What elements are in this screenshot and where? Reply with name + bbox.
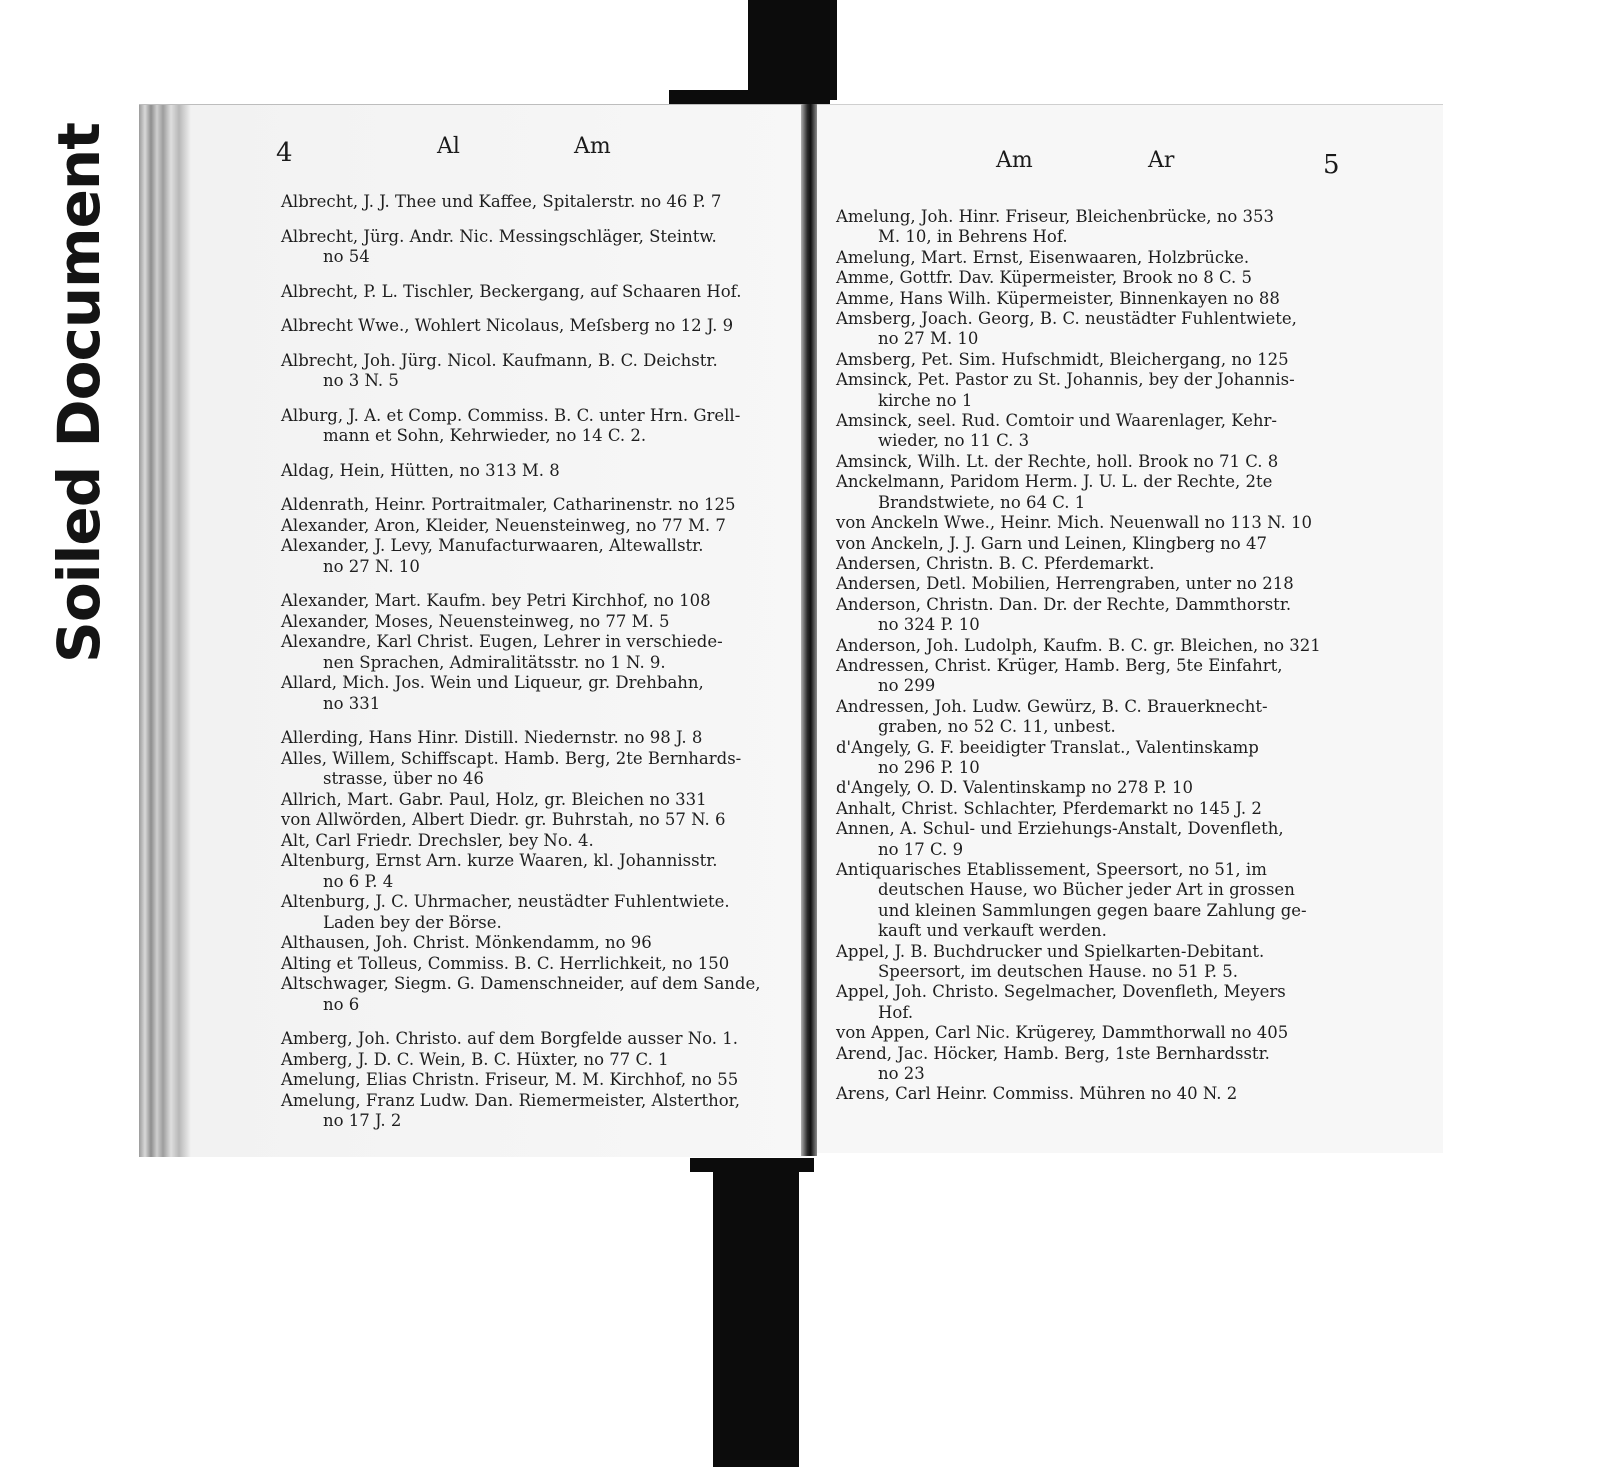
entry-continuation: no 331 <box>323 693 381 713</box>
entry-line: Arens, Carl Heinr. Commiss. Mühren no 40 N. 2 <box>836 1084 1238 1104</box>
directory-entry <box>836 411 1356 452</box>
entry-line: Amsberg, Joach. Georg, B. C. neustädter Fuhlentwiete, <box>836 309 1297 329</box>
entry-line: Amelung, Franz Ludw. Dan. Riemermeister, Alsterthor, <box>281 1090 740 1110</box>
directory-entry <box>281 851 791 892</box>
entry-continuation: M. 10, in Behrens Hof. <box>878 227 1068 247</box>
entry-line: Amsberg, Pet. Sim. Hufschmidt, Bleichergang, no 125 <box>836 349 1289 369</box>
directory-entry <box>281 749 791 790</box>
entry-gap <box>281 1015 791 1029</box>
entry-line: Alburg, J. A. et Comp. Commiss. B. C. unter Hrn. Grell- <box>281 405 741 425</box>
entry-line: Amsinck, Wilh. Lt. der Rechte, holl. Brook no 71 C. 8 <box>836 451 1279 471</box>
entry-line: Alexander, Moses, Neuensteinweg, no 77 M. 5 <box>281 611 670 631</box>
directory-entry <box>281 728 791 749</box>
entry-line: Amelung, Mart. Ernst, Eisenwaaren, Holzbrücke. <box>836 247 1250 267</box>
entry-continuation: graben, no 52 C. 11, unbest. <box>878 717 1116 737</box>
entry-line: von Anckeln, J. J. Garn und Leinen, Klingberg no 47 <box>836 533 1267 553</box>
left-page-number: 4 <box>276 138 293 168</box>
entry-line: Althausen, Joh. Christ. Mönkendamm, no 96 <box>281 933 652 952</box>
soiled-document-stamp <box>38 122 120 663</box>
entry-continuation: kauft und verkauft werden. <box>878 921 1107 941</box>
directory-entry <box>836 574 1356 594</box>
directory-entry <box>836 1084 1356 1104</box>
entry-line: Amelung, Elias Christn. Friseur, M. M. Kirchhof, no 55 <box>281 1070 739 1089</box>
directory-entry <box>281 536 791 577</box>
entry-line: von Allwörden, Albert Diedr. gr. Buhrstah, no 57 N. 6 <box>281 810 726 829</box>
directory-entry <box>836 309 1356 350</box>
entry-line: Amberg, J. D. C. Wein, B. C. Hüxter, no 77 C. 1 <box>281 1049 669 1069</box>
entry-line: Andersen, Christn. B. C. Pferdemarkt. <box>836 553 1155 573</box>
directory-entry <box>281 282 791 303</box>
entry-line: Andersen, Detl. Mobilien, Herrengraben, unter no 218 <box>836 574 1294 594</box>
directory-entry <box>281 591 791 612</box>
book-gutter <box>801 104 817 1156</box>
binder-clip-top <box>748 0 837 100</box>
entry-line: Allrich, Mart. Gabr. Paul, Holz, gr. Bleichen no 331 <box>281 789 707 809</box>
entry-continuation: Brandstwiete, no 64 C. 1 <box>878 492 1086 512</box>
entry-continuation: no 299 <box>878 676 936 696</box>
directory-entry <box>281 831 791 852</box>
entry-continuation: Laden bey der Börse. <box>323 912 502 932</box>
directory-entry <box>836 513 1356 533</box>
stamp-label: Soiled Document <box>45 122 114 663</box>
left-heading-start: Al <box>437 134 460 159</box>
right-entry-list <box>836 207 1356 1105</box>
directory-entry <box>836 697 1356 738</box>
directory-entry <box>836 738 1356 779</box>
directory-entry <box>281 810 791 831</box>
right-heading-start: Am <box>996 148 1033 173</box>
entry-continuation: mann et Sohn, Kehrwieder, no 14 C. 2. <box>323 426 647 445</box>
entry-gap <box>281 392 791 406</box>
entry-continuation: wieder, no 11 C. 3 <box>878 431 1030 451</box>
directory-entry <box>281 933 791 954</box>
directory-entry <box>836 636 1356 656</box>
entry-line: von Appen, Carl Nic. Krügerey, Dammthorwall no 405 <box>836 1023 1289 1043</box>
entry-line: Appel, Joh. Christo. Segelmacher, Dovenfleth, Meyers <box>836 982 1286 1002</box>
entry-line: Aldag, Hein, Hütten, no 313 M. 8 <box>281 460 560 480</box>
right-page-number: 5 <box>1323 150 1340 180</box>
directory-entry <box>836 799 1356 819</box>
directory-entry <box>836 268 1356 288</box>
directory-entry <box>836 656 1356 697</box>
binder-clip-bottom <box>713 1160 799 1467</box>
entry-line: Antiquarisches Etablissement, Speersort, no 51, im <box>836 860 1267 879</box>
directory-entry <box>836 819 1356 860</box>
entry-continuation: strasse, über no 46 <box>323 769 484 788</box>
entry-continuation: no 17 J. 2 <box>323 1111 402 1130</box>
entry-line: Allard, Mich. Jos. Wein und Liqueur, gr. Drehbahn, <box>281 673 704 692</box>
entry-line: Alles, Willem, Schiffscapt. Hamb. Berg, 2te Bernhards- <box>281 748 742 768</box>
directory-entry <box>281 516 791 537</box>
entry-line: Alexander, Aron, Kleider, Neuensteinweg, no 77 M. 7 <box>281 515 726 535</box>
entry-continuation: no 23 <box>878 1064 925 1084</box>
entry-continuation: no 296 P. 10 <box>878 757 980 777</box>
directory-entry <box>836 207 1356 248</box>
entry-line: Andressen, Christ. Krüger, Hamb. Berg, 5te Einfahrt, <box>836 655 1283 675</box>
entry-continuation: no 27 M. 10 <box>878 329 979 349</box>
entry-line: Anderson, Joh. Ludolph, Kaufm. B. C. gr. Bleichen, no 321 <box>836 635 1321 655</box>
directory-entry <box>281 227 791 268</box>
directory-entry <box>281 974 791 1015</box>
directory-entry <box>281 632 791 673</box>
entry-continuation: no 27 N. 10 <box>323 556 420 576</box>
directory-entry <box>281 673 791 714</box>
entry-line: Albrecht, Joh. Jürg. Nicol. Kaufmann, B. C. Deichstr. <box>281 350 718 370</box>
directory-entry <box>281 1091 791 1132</box>
entry-line: d'Angely, G. F. beeidigter Translat., Valentinskamp <box>836 737 1259 757</box>
entry-line: Amsinck, seel. Rud. Comtoir und Waarenlager, Kehr- <box>836 411 1277 431</box>
entry-line: Albrecht, Jürg. Andr. Nic. Messingschläger, Steintw. <box>281 226 717 246</box>
directory-entry <box>281 1050 791 1071</box>
entry-line: Albrecht, J. J. Thee und Kaffee, Spitalerstr. no 46 P. 7 <box>281 192 722 211</box>
directory-entry <box>836 248 1356 268</box>
directory-entry <box>836 1044 1356 1085</box>
entry-line: Appel, J. B. Buchdrucker und Spielkarten-Debitant. <box>836 941 1265 961</box>
entry-line: Arend, Jac. Höcker, Hamb. Berg, 1ste Bernhardsstr. <box>836 1043 1270 1063</box>
entry-line: Andressen, Joh. Ludw. Gewürz, B. C. Brauerknecht- <box>836 696 1268 716</box>
directory-entry <box>281 954 791 975</box>
entry-line: Albrecht, P. L. Tischler, Beckergang, auf Schaaren Hof. <box>281 281 742 301</box>
entry-line: Albrecht Wwe., Wohlert Nicolaus, Meſsberg no 12 J. 9 <box>281 316 734 335</box>
entry-line: Altschwager, Siegm. G. Damenschneider, auf dem Sande, <box>281 974 761 993</box>
entry-continuation: Speersort, im deutschen Hause. no 51 P. 5. <box>878 962 1239 982</box>
entry-continuation: no 324 P. 10 <box>878 615 980 635</box>
entry-continuation: no 54 <box>323 247 370 266</box>
entry-continuation: deutschen Hause, wo Bücher jeder Art in grossen <box>878 880 1295 900</box>
directory-entry <box>281 461 791 482</box>
entry-line: Altenburg, J. C. Uhrmacher, neustädter Fuhlentwiete. <box>281 892 730 911</box>
entry-line: Aldenrath, Heinr. Portraitmaler, Catharinenstr. no 125 <box>281 495 736 514</box>
entry-line: Amberg, Joh. Christo. auf dem Borgfelde ausser No. 1. <box>281 1029 739 1048</box>
directory-entry <box>281 790 791 811</box>
entry-line: d'Angely, O. D. Valentinskamp no 278 P. 10 <box>836 778 1194 798</box>
directory-entry <box>281 192 791 213</box>
entry-line: Alting et Tolleus, Commiss. B. C. Herrlichkeit, no 150 <box>281 953 730 973</box>
directory-entry <box>836 370 1356 411</box>
entry-line: Alexander, J. Levy, Manufacturwaaren, Altewallstr. <box>281 536 704 555</box>
directory-entry <box>281 495 791 516</box>
left-entry-list <box>281 192 791 1132</box>
directory-entry <box>281 612 791 633</box>
entry-gap <box>281 213 791 227</box>
entry-line: Amelung, Joh. Hinr. Friseur, Bleichenbrücke, no 353 <box>836 207 1275 226</box>
entry-continuation: nen Sprachen, Admiralitätsstr. no 1 N. 9. <box>323 652 666 672</box>
directory-entry <box>281 316 791 337</box>
entry-continuation: no 6 <box>323 994 360 1014</box>
entry-line: Amsinck, Pet. Pastor zu St. Johannis, bey der Johannis- <box>836 370 1295 390</box>
entry-continuation: no 17 C. 9 <box>878 839 964 859</box>
directory-entry <box>281 1070 791 1091</box>
directory-entry <box>836 534 1356 554</box>
directory-entry <box>836 289 1356 309</box>
entry-line: Alexandre, Karl Christ. Eugen, Lehrer in verschiede- <box>281 632 723 651</box>
directory-entry <box>836 1023 1356 1043</box>
entry-continuation: no 3 N. 5 <box>323 371 399 390</box>
directory-entry <box>836 554 1356 574</box>
entry-continuation: und kleinen Sammlungen gegen baare Zahlung ge- <box>878 900 1307 920</box>
directory-entry <box>281 1029 791 1050</box>
entry-line: Annen, A. Schul- und Erziehungs-Anstalt, Dovenfleth, <box>836 819 1284 839</box>
entry-continuation: Hof. <box>878 1002 914 1022</box>
entry-line: Allerding, Hans Hinr. Distill. Niedernstr. no 98 J. 8 <box>281 728 703 747</box>
directory-entry <box>836 452 1356 472</box>
directory-entry <box>836 595 1356 636</box>
directory-entry <box>281 351 791 392</box>
directory-entry <box>836 778 1356 798</box>
entry-line: von Anckeln Wwe., Heinr. Mich. Neuenwall no 113 N. 10 <box>836 513 1312 533</box>
entry-gap <box>281 302 791 316</box>
entry-line: Alexander, Mart. Kaufm. bey Petri Kirchhof, no 108 <box>281 591 711 610</box>
directory-entry <box>836 982 1356 1023</box>
entry-line: Amme, Gottfr. Dav. Küpermeister, Brook no 8 C. 5 <box>836 268 1253 288</box>
entry-line: Altenburg, Ernst Arn. kurze Waaren, kl. Johannisstr. <box>281 851 718 870</box>
entry-gap <box>281 481 791 495</box>
directory-entry <box>281 406 791 447</box>
entry-line: Anhalt, Christ. Schlachter, Pferdemarkt no 145 J. 2 <box>836 798 1262 818</box>
entry-gap <box>281 447 791 461</box>
directory-entry <box>836 472 1356 513</box>
directory-entry <box>281 892 791 933</box>
left-heading-end: Am <box>574 134 611 159</box>
directory-entry <box>836 860 1356 942</box>
entry-gap <box>281 714 791 728</box>
entry-gap <box>281 577 791 591</box>
entry-line: Amme, Hans Wilh. Küpermeister, Binnenkayen no 88 <box>836 288 1280 308</box>
entry-gap <box>281 268 791 282</box>
entry-gap <box>281 337 791 351</box>
entry-line: Alt, Carl Friedr. Drechsler, bey No. 4. <box>281 830 594 850</box>
right-heading-end: Ar <box>1148 148 1175 173</box>
entry-continuation: no 6 P. 4 <box>323 871 394 891</box>
directory-entry <box>836 350 1356 370</box>
directory-entry <box>836 942 1356 983</box>
entry-continuation: kirche no 1 <box>878 390 973 410</box>
entry-line: Anderson, Christn. Dan. Dr. der Rechte, Dammthorstr. <box>836 594 1292 614</box>
entry-line: Anckelmann, Paridom Herm. J. U. L. der Rechte, 2te <box>836 472 1273 492</box>
